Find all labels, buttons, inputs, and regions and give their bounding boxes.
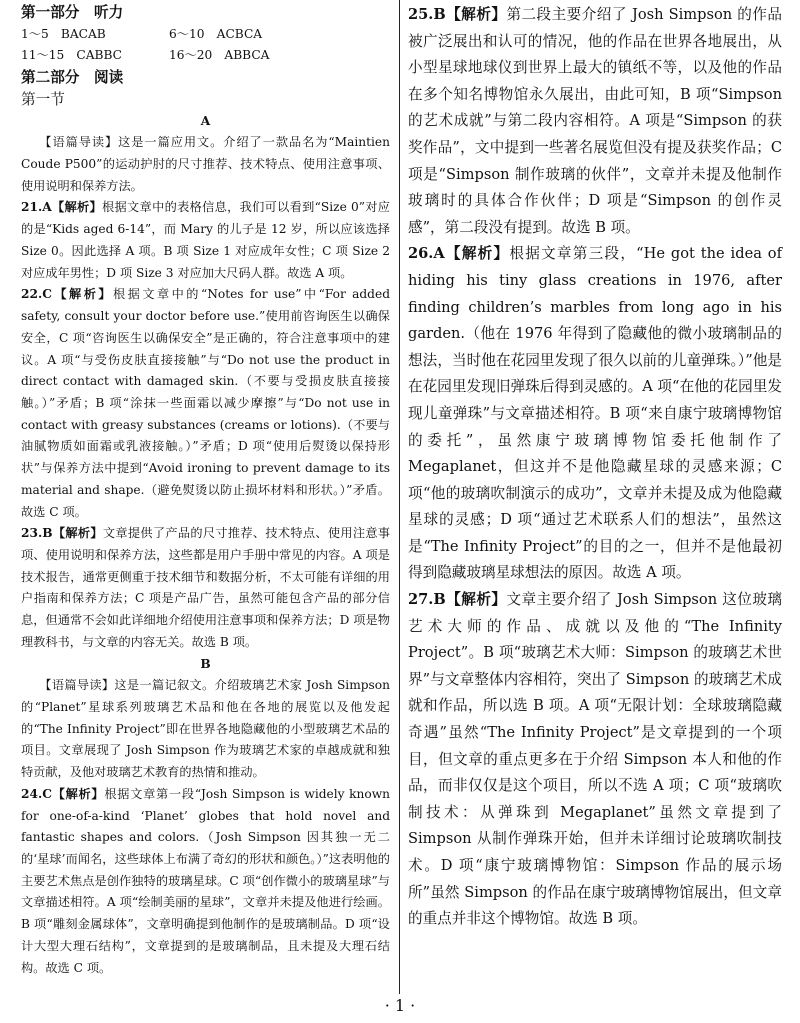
answer-row xyxy=(21,45,390,67)
passage-b-intro: 【语篇导读】这是一篇记叙文。介绍玻璃艺术家 Josh Simpson 的“Planet”星球系列玻璃艺术品和他在各地的展览以及他发起的“The Infinity Project”即在世界各地隐藏他的小型玻璃艺术品的项目。文章展现了 Josh Simpson 作为玻璃艺术家的卓越成就和独特贡献，及他对玻璃艺术教育的热情和推动。 xyxy=(21,678,390,780)
answer-range-1: 1～5 BACAB xyxy=(21,26,106,41)
question-26: 26.A【解析】根据文章第三段，“He got the idea of hiding his tiny glass creations in 1976, after finding children’s marbles from long ago in his garden.（他在 1976 年得到了隐藏他的微小玻璃制品的想法，当时他在花园里发现了很久以前的儿童弹珠。）”他是在花园里发现旧弹珠后得到灵感的。A 项“在他的花园里发现儿童弹珠”与文章描述相符。B 项“来自康宁玻璃博物馆的委托”，虽然康宁玻璃博物馆委托他制作了 Megaplanet，但这并不是他隐藏星球的灵感来源；C 项“他的玻璃吹制演示的成功”，文章并未提及成为他隐藏星球的灵感；D 项“通过艺术联系人们的想法”，虽然这是“The Infinity Project”的目的之一，但并不是他最初得到隐藏玻璃星球想法的原因。故选 A 项。 xyxy=(408,245,782,582)
part1-heading: 第一部分 听力 xyxy=(21,4,124,21)
section-label: 第一节 xyxy=(21,90,65,108)
question-21: 21.A【解析】根据文章中的表格信息，我们可以看到“Size 0”对应的是“Kids aged 6-14”，而 Mary 的儿子是 12 岁，所以应该选择 Size 0。因此选择 A 项。B 项 Size 1 对应成年女性；C 项 Size 2 对应成年男性；D 项 Size 3 对应加大尺码人群。故选 A 项。 xyxy=(21,200,390,280)
passage-a-title: A xyxy=(200,113,211,128)
question-23: 23.B【解析】文章提供了产品的尺寸推荐、技术特点、使用注意事项、使用说明和保养方法，这些都是用户手册中常见的内容。A 项是技术报告，通常更侧重于技术细节和数据分析，不太可能有详细的用户指南和保养方法；C 项是产品广告，虽然可能包含产品的部分信息，但通常不会如此详细地介绍使用注意事项和保养方法；D 项是物理教科书，与文章的内容无关。故选 B 项。 xyxy=(21,526,391,649)
passage-a-intro: 【语篇导读】这是一篇应用文。介绍了一款品名为“Maintien Coude P500”的运动护肘的尺寸推荐、技术特点、使用注意事项、使用说明和保养方法。 xyxy=(21,135,390,193)
answer-range-2: 6～10 ACBCA xyxy=(169,26,263,41)
question-24: 24.C【解析】根据文章第一段“Josh Simpson is widely known for one-of-a-kind ‘Planet’ globes that hold novel and fantastic shapes and colors.（Josh Simpson 因其独一无二的‘星球’而闻名，这些球体上布满了奇幻的形状和颜色。）”这表明他的主要艺术焦点是创作独特的玻璃星球。C 项“创作微小的玻璃星球”与文章描述相符。A 项“绘制美丽的星球”，文章并未提及他进行绘画。B 项“雕刻金属球体”，文章明确提到他制作的是玻璃制品。D 项“设计大型大理石结构”，文章提到的是玻璃制品，且未提及大理石结构。故选 C 项。 xyxy=(21,786,390,975)
passage-b-title: B xyxy=(200,656,211,671)
question-27: 27.B【解析】文章主要介绍了 Josh Simpson 这位玻璃艺术大师的作品、成就以及他的“The Infinity Project”。B 项“玻璃艺术大师：Simpson 的玻璃艺术世界”与文章整体内容相符，突出了 Simpson 的玻璃艺术成就和作品，所以选 B 项。A 项“无限计划：全球玻璃隐藏奇遇”虽然“The Infinity Project”是文章提到的一个项目，但文章的重点更多在于介绍 Simpson 本人和他的作品，而非仅仅是这个项目，所以不选 A 项；C 项“玻璃吹制技术：从弹珠到 Megaplanet”虽然文章提到了 Simpson 从制作弹珠开始，但并未详细讨论玻璃吹制技术。D 项“康宁玻璃博物馆：Simpson 作品的展示场所”虽然 Simpson 的作品在康宁玻璃博物馆展出，但文章的重点并非这个博物馆。故选 B 项。 xyxy=(408,591,782,928)
answer-row xyxy=(21,24,390,46)
answer-range-3: 11～15 CABBC xyxy=(21,48,122,63)
page-number: · 1 · xyxy=(384,996,416,1015)
answer-range-4: 16～20 ABBCA xyxy=(169,48,270,63)
question-22: 22.C【解析】根据文章中的“Notes for use”中“For added safety, consult your doctor before use.”使用前咨询医生以确保安全，C 项“咨询医生以确保安全”是正确的，符合注意事项中的建议。A 项“与受伤皮肤直接接触”与“Do not use the product in direct contact with damaged skin.（不要与受损皮肤直接接触。）”矛盾；B 项“涂抹一些面霜以减少摩擦”与“Do not use in contact with greasy substances (creams or lotions).（不要与油腻物质如面霜或乳液接触。）”矛盾；D 项“使用后熨烫以保持形状”与保养方法中提到“Avoid ironing to prevent damage to its material and shape.（避免熨烫以防止损坏材料和形状。）”矛盾。故选 C 项。 xyxy=(21,287,391,519)
question-25: 25.B【解析】第二段主要介绍了 Josh Simpson 的作品被广泛展出和认可的情况，他的作品在世界各地展出，从小型星球地球仪到世界上最大的镇纸不等，以及他的作品在多个知名博物馆永久展出，由此可知，B 项“Simpson 的艺术成就”与第二段内容相符。A 项是“Simpson 的获奖作品”，文中提到一些著名展览但没有提及获奖作品；C 项是“Simpson 制作玻璃的伙伴”，文章并未提及他制作玻璃时的具体合作伙伴；D 项是“Simpson 的创作灵感”，第二段没有提到。故选 B 项。 xyxy=(408,6,782,236)
left-column xyxy=(21,2,390,979)
column-divider xyxy=(399,0,400,994)
part2-heading: 第二部分 阅读 xyxy=(21,69,124,87)
right-column xyxy=(408,2,782,933)
